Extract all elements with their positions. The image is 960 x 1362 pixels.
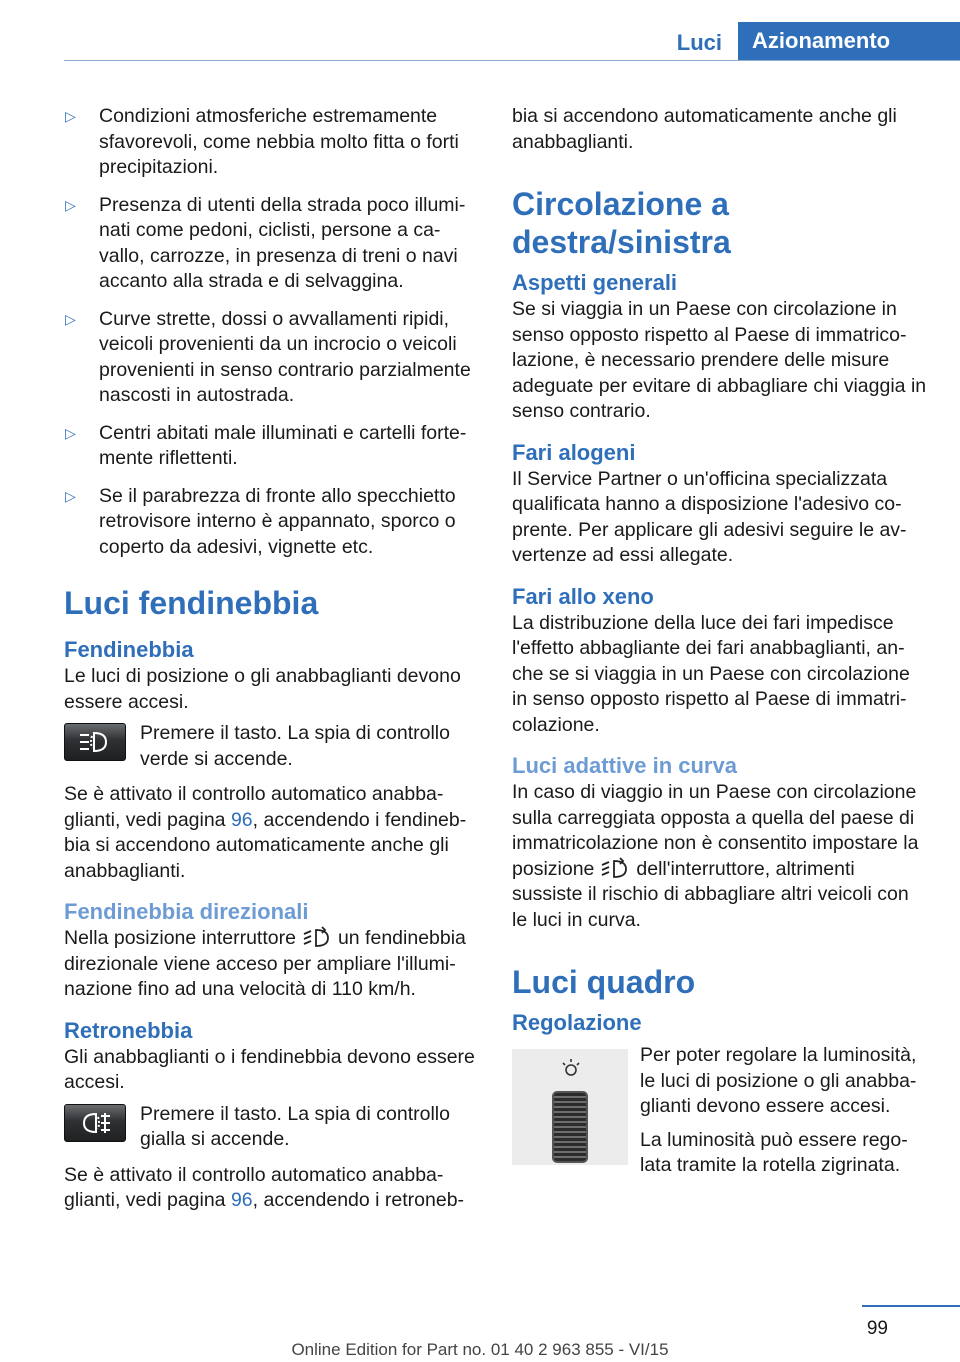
paragraph: Se è attivato il controllo automatico anabba‐glianti, vedi pagina 96, accendendo i fendineb‐bia si accendono automaticamente anche gli anabbaglianti. — [64, 783, 467, 882]
front-fog-instruction: Premere il tasto. La spia di controllo verde si accende. — [64, 721, 482, 772]
front-fog-light-icon — [64, 723, 126, 761]
header-section: Luci — [676, 30, 722, 55]
heading-rear-fog: Retronebbia — [64, 1017, 193, 1043]
heading-fog-lights: Luci fendinebbia — [64, 585, 319, 621]
right-column — [512, 104, 928, 1179]
footer-rule — [862, 1305, 960, 1307]
heading-front-fog: Fendinebbia — [64, 637, 194, 662]
paragraph: Nella posizione interruttore un fendinebbia direzionale viene acceso per ampliare l'illumi‐nazione fino ad una velocità di 110 km/h. — [64, 927, 466, 1000]
bullet-triangle-icon: ▷ — [65, 196, 76, 213]
heading-instrument-lights: Luci quadro — [512, 964, 696, 1000]
list-item: ▷ Condizioni atmosferiche estremamente sfavorevoli, come nebbia molto fitta o forti precipitazioni. — [64, 104, 482, 181]
paragraph: Se si viaggia in un Paese con circolazione in senso opposto rispetto al Paese di immatrico‐lazione, è necessario prendere delle misure adeguate per evitare di abbagliare chi viaggia in senso contrario. — [512, 298, 927, 422]
left-column — [64, 104, 482, 1214]
dimmer-wheel-icon — [512, 1049, 628, 1165]
list-item: ▷ Centri abitati male illuminati e cartelli forte‐mente riflettenti. — [64, 421, 482, 472]
edition-note: Online Edition for Part no. 01 40 2 963 855 - VI/15 — [291, 1340, 669, 1359]
adaptive-light-icon — [600, 857, 630, 881]
bullet-triangle-icon: ▷ — [65, 310, 76, 327]
heading-directional-fog: Fendinebbia direzionali — [64, 899, 309, 924]
page-link[interactable]: 96 — [230, 808, 253, 831]
list-item: ▷ Presenza di utenti della strada poco illumi‐nati come pedoni, ciclisti, persone a ca‐vallo, carrozze, in presenza di treni o navi accanto alla strada e di selvaggina. — [64, 193, 482, 295]
heading-traffic-side: Circolazione a destra/sinistra — [512, 186, 731, 260]
paragraph: La distribuzione della luce dei fari impedisce l'effetto abbagliante dei fari anabbaglianti, an‐che se si viaggia in un Paese con circolazione in senso opposto rispetto al Paese di immatri‐colazione. — [512, 611, 910, 736]
heading-adjustment: Regolazione — [512, 1010, 642, 1035]
paragraph: Gli anabbaglianti o i fendinebbia devono essere accesi. — [64, 1045, 475, 1093]
adaptive-light-icon — [302, 926, 332, 950]
heading-xenon: Fari allo xeno — [512, 583, 654, 609]
bullet-triangle-icon: ▷ — [65, 424, 76, 441]
page-link[interactable]: 96 — [230, 1189, 253, 1211]
rear-fog-instruction: Premere il tasto. La spia di controllo gialla si accende. — [64, 1102, 482, 1153]
rear-fog-light-icon — [64, 1104, 126, 1142]
list-item: ▷ Curve strette, dossi o avvallamenti ripidi, veicoli provenienti da un incrocio o veicoli provenienti in senso contrario parzialmente nascosti in autostrada. — [64, 307, 482, 409]
heading-halogen: Fari alogeni — [512, 439, 636, 465]
paragraph: Per poter regolare la luminosità, le luci di posizione o gli anabba‐glianti devono essere accesi. — [640, 1044, 917, 1117]
page-number: 99 — [866, 1318, 888, 1339]
heading-adaptive: Luci adattive in curva — [512, 753, 737, 778]
paragraph: In caso di viaggio in un Paese con circolazione sulla carreggiata opposta a quella del paese di immatricolazione non è consentito impostare la posizione dell'interruttore, altrimenti sussiste il rischio di abbagliare altri veicoli con le luci in curva. — [512, 781, 919, 931]
list-item: ▷ Se il parabrezza di fronte allo specchietto retrovisore interno è appannato, sporco o coperto da adesivi, vignette etc. — [64, 484, 482, 561]
header-rule — [64, 60, 960, 61]
paragraph: La luminosità può essere rego‐lata tramite la rotella zigrinata. — [640, 1128, 908, 1176]
heading-general: Aspetti generali — [512, 270, 678, 295]
paragraph: Le luci di posizione o gli anabbaglianti devono essere accesi. — [64, 665, 461, 713]
paragraph: bia si accendono automaticamente anche gli anabbaglianti. — [512, 105, 897, 153]
bullet-triangle-icon: ▷ — [65, 487, 76, 504]
paragraph: Il Service Partner o un'officina specializzata qualificata hanno a disposizione l'adesivo co‐prente. Per applicare gli adesivi seguire le av‐vertenze ad essi allegate. — [512, 467, 907, 566]
paragraph: Se è attivato il controllo automatico anabba‐glianti, vedi pagina 96, accendendo i retroneb‐ — [64, 1163, 465, 1211]
header-tab: Azionamento — [738, 22, 960, 60]
bullet-triangle-icon: ▷ — [65, 108, 76, 124]
dimmer-instruction — [512, 1043, 928, 1179]
